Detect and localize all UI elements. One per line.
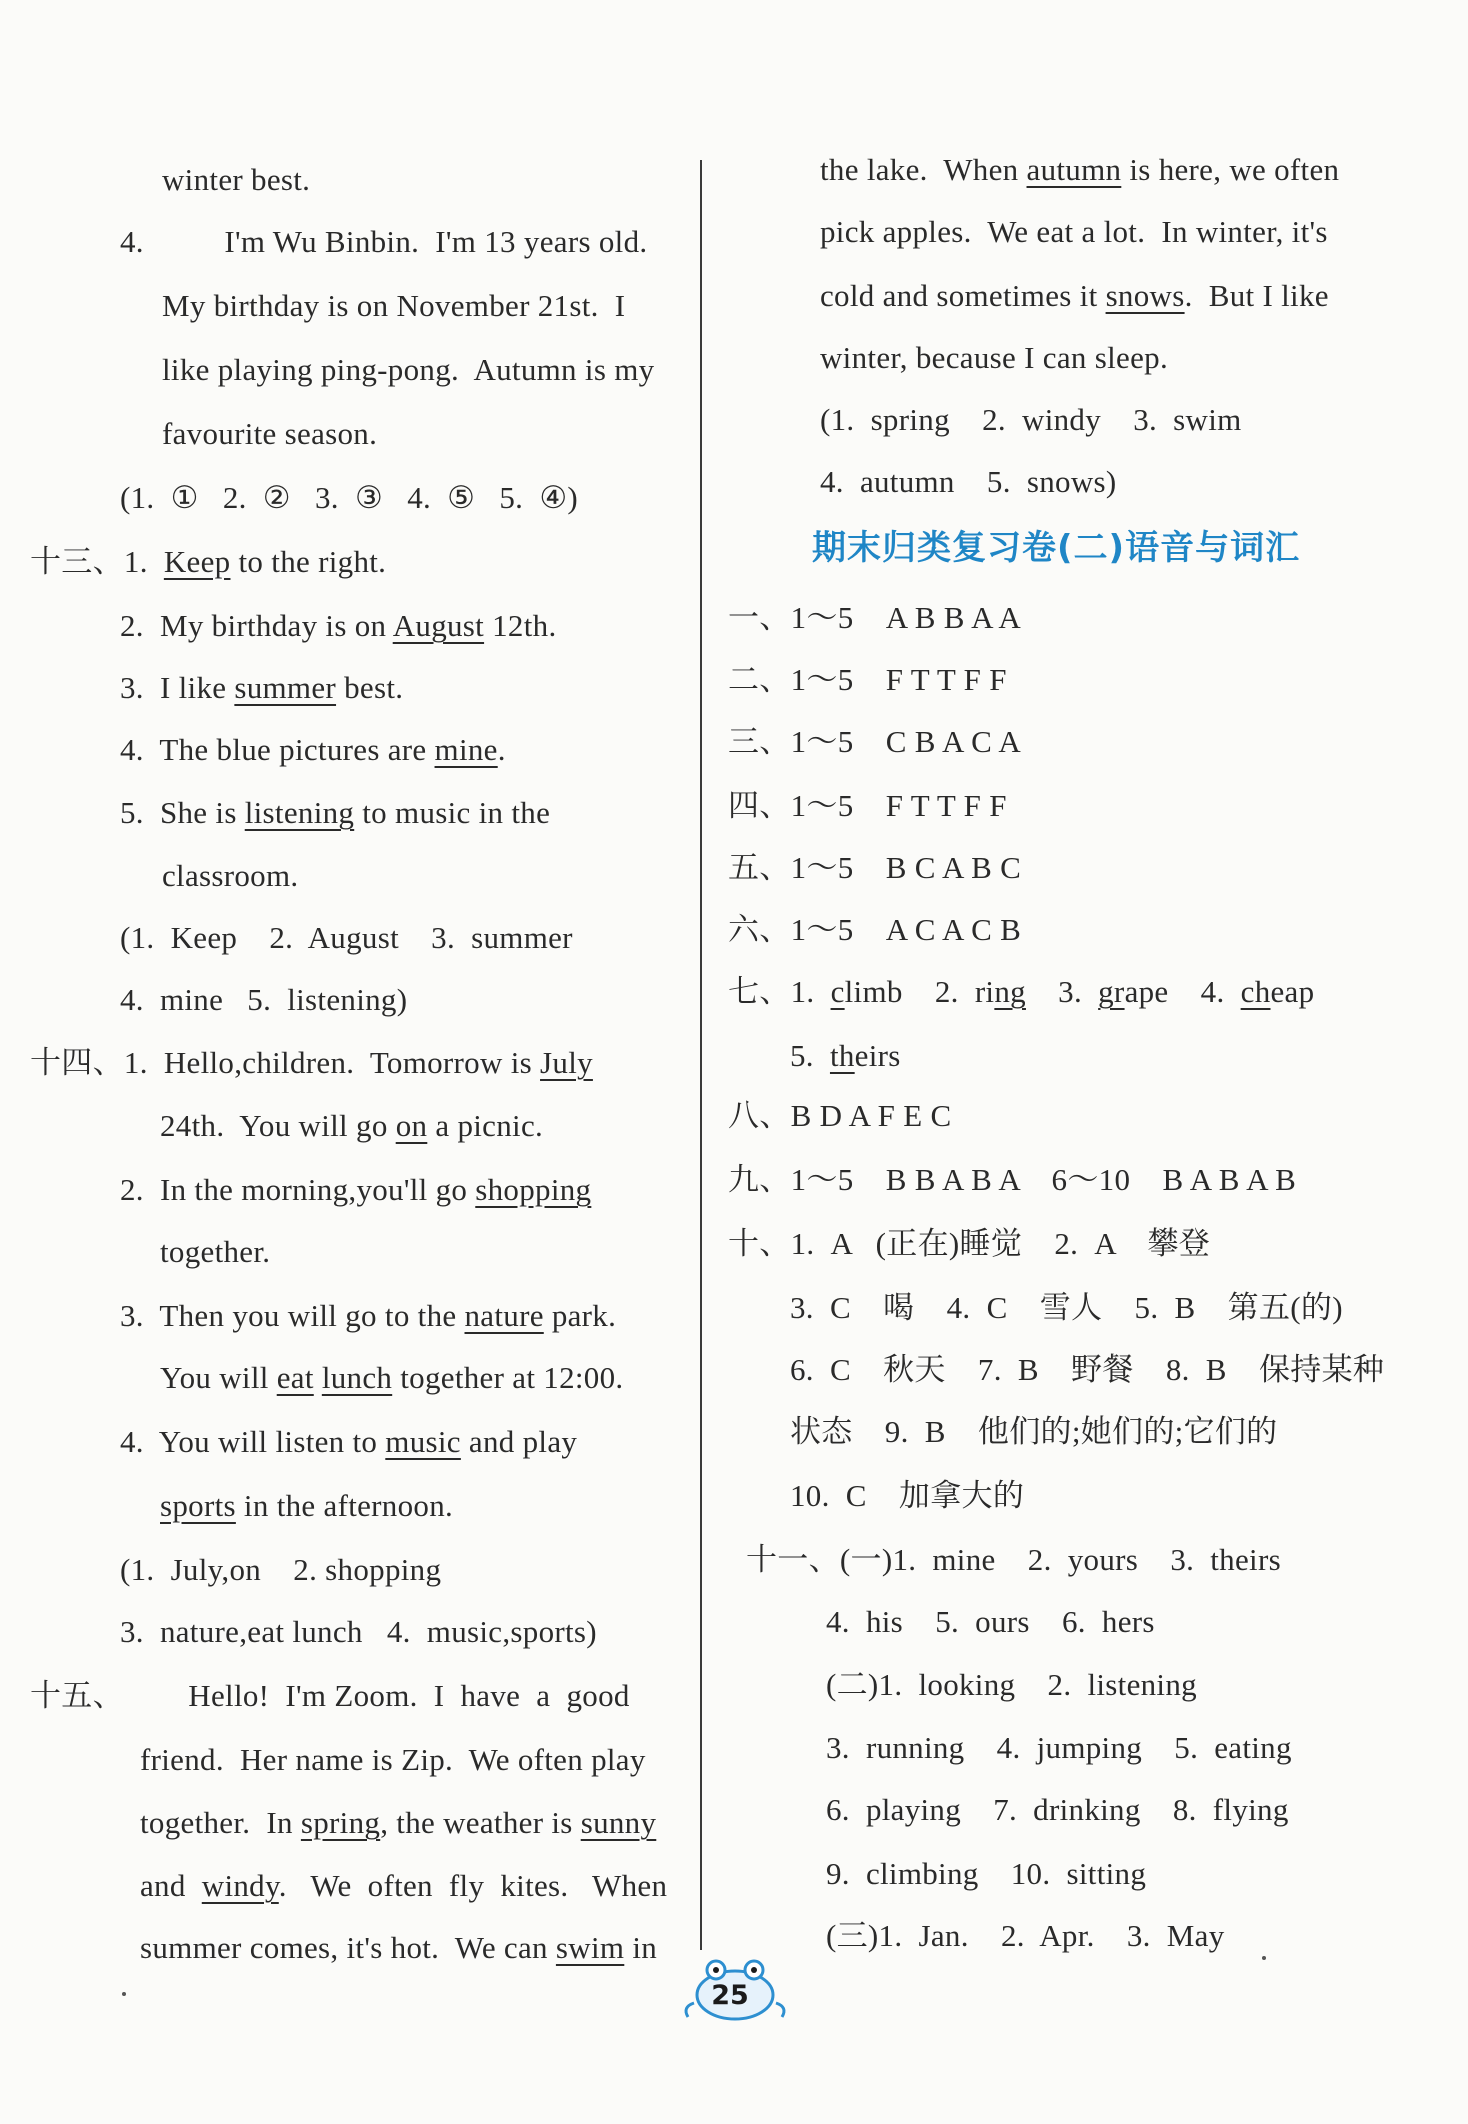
text-segment: 4. his 5. ours 6. hers — [826, 1604, 1155, 1639]
left-answer-line — [140, 1740, 646, 1780]
underlined-answer: on — [395, 1108, 428, 1143]
left-answer-line — [120, 1296, 616, 1336]
underlined-answer: summer — [234, 670, 337, 705]
text-segment: 6. playing 7. drinking 8. flying — [826, 1792, 1289, 1827]
right-answer-line — [826, 1602, 1155, 1642]
underlined-answer: th — [829, 1038, 855, 1073]
text-segment: 3. Then you will go to the — [120, 1298, 465, 1333]
text-segment: , the weather is — [380, 1805, 581, 1840]
left-answer-line — [160, 1486, 453, 1526]
text-segment: winter, because I can sleep. — [820, 340, 1168, 375]
text-segment: (1. Keep 2. August 3. summer — [120, 920, 573, 955]
right-answer-line — [790, 1288, 1343, 1328]
text-segment: the lake. When — [820, 152, 1027, 187]
text-segment: 十五、 Hello! I'm Zoom. I have a good — [30, 1678, 630, 1713]
text-segment: 3. nature,eat lunch 4. music,sports) — [120, 1614, 597, 1649]
text-segment: 10. C 加拿大的 — [790, 1478, 1025, 1513]
underlined-answer: windy — [201, 1868, 279, 1903]
underlined-answer: ch — [1240, 974, 1271, 1009]
text-segment: pick apples. We eat a lot. In winter, it's — [820, 214, 1328, 249]
underlined-answer: listening — [244, 795, 355, 830]
right-answer-line — [728, 598, 1021, 638]
underlined-answer: sports — [160, 1488, 236, 1523]
text-segment: (1. ① 2. ② 3. ③ 4. ⑤ 5. ④) — [120, 480, 579, 515]
underlined-answer: swim — [555, 1930, 625, 1965]
text-segment: to the right. — [230, 544, 387, 579]
underlined-answer: spring — [300, 1805, 381, 1840]
text-segment: to music in the — [354, 795, 551, 830]
text-segment: 5. — [790, 1038, 830, 1073]
underlined-answer: nature — [464, 1298, 544, 1333]
text-segment: like playing ping-pong. Autumn is my — [162, 352, 655, 387]
underlined-answer: mine — [434, 732, 498, 767]
section-title: 期末归类复习卷(二)语音与词汇 — [812, 528, 1301, 568]
left-answer-line — [120, 222, 647, 262]
left-answer-line — [30, 542, 386, 582]
text-segment: 24th. You will go — [160, 1108, 396, 1143]
text-segment: 三、1～5 C B A C A — [728, 724, 1022, 759]
underlined-answer: August — [392, 608, 485, 643]
text-segment: a picnic. — [427, 1108, 544, 1143]
text-segment: 4. You will listen to — [120, 1424, 386, 1459]
underlined-answer: sunny — [580, 1805, 657, 1840]
right-answer-line — [826, 1728, 1292, 1768]
underlined-answer: gr — [1098, 974, 1125, 1009]
right-answer-line — [746, 1540, 1281, 1580]
text-segment: friend. Her name is Zip. We often play — [140, 1742, 646, 1777]
right-answer-line — [728, 910, 1021, 950]
right-answer-line — [790, 1036, 901, 1076]
left-answer-line — [162, 414, 377, 454]
right-answer-line — [728, 660, 1007, 700]
text-segment: 二、1～5 F T T F F — [728, 662, 1007, 697]
text-segment: limb 2. ri — [844, 974, 995, 1009]
left-answer-line — [120, 980, 407, 1020]
right-answer-line — [728, 972, 1314, 1012]
left-answer-line — [140, 1928, 657, 1968]
left-answer-line — [140, 1866, 667, 1906]
right-answer-line — [820, 150, 1339, 190]
text-segment: eap — [1270, 974, 1315, 1009]
underlined-answer: lunch — [321, 1360, 393, 1395]
left-answer-line — [162, 350, 654, 390]
text-segment: (三)1. Jan. 2. Apr. 3. May — [826, 1918, 1225, 1953]
left-answer-line — [120, 1170, 591, 1210]
text-segment: together. — [160, 1234, 271, 1269]
text-segment: . We often fly kites. When — [278, 1868, 668, 1903]
left-answer-line — [120, 1612, 597, 1652]
underlined-answer: eat — [276, 1360, 314, 1395]
left-answer-line — [160, 1358, 623, 1398]
text-segment: 4. The blue pictures are — [120, 732, 435, 767]
right-answer-line — [728, 1096, 952, 1136]
left-answer-line — [120, 730, 506, 770]
text-segment: (二)1. looking 2. listening — [826, 1667, 1197, 1702]
left-answer-line — [120, 668, 403, 708]
underlined-answer: autumn — [1026, 152, 1122, 187]
text-segment: 3. C 喝 4. C 雪人 5. B 第五(的) — [790, 1290, 1343, 1325]
text-segment: summer comes, it's hot. We can — [140, 1930, 556, 1965]
text-segment: in the afternoon. — [235, 1488, 454, 1523]
text-segment: 12th. — [484, 608, 557, 643]
text-segment: 四、1～5 F T T F F — [728, 788, 1007, 823]
text-segment: 3. running 4. jumping 5. eating — [826, 1730, 1292, 1765]
right-answer-line — [826, 1665, 1197, 1705]
right-answer-line — [790, 1350, 1384, 1390]
underlined-answer: Keep — [163, 544, 231, 579]
column-divider — [700, 160, 702, 1950]
right-answer-line — [826, 1916, 1225, 1956]
text-segment: 4. I'm Wu Binbin. I'm 13 years old. — [120, 224, 648, 259]
text-segment: (1. July,on 2. shopping — [120, 1552, 442, 1587]
underlined-answer: ng — [994, 974, 1026, 1009]
text-segment: eirs — [854, 1038, 901, 1073]
text-segment: best. — [336, 670, 404, 705]
underlined-answer: snows — [1105, 278, 1185, 313]
left-answer-line — [120, 478, 578, 518]
text-segment: park. — [543, 1298, 617, 1333]
text-segment: You will — [160, 1360, 277, 1395]
left-answer-line — [30, 1676, 630, 1716]
left-answer-line — [140, 1803, 656, 1843]
right-answer-line — [728, 722, 1021, 762]
text-segment: together at 12:00. — [392, 1360, 624, 1395]
text-segment: ape 4. — [1124, 974, 1241, 1009]
underlined-answer: July — [540, 1045, 593, 1080]
right-answer-line — [820, 462, 1117, 502]
text-segment: 十一、(一)1. mine 2. yours 3. theirs — [746, 1542, 1281, 1577]
text-segment: cold and sometimes it — [820, 278, 1106, 313]
right-answer-line — [820, 400, 1242, 440]
text-segment: in — [624, 1930, 658, 1965]
text-segment: is here, we often — [1121, 152, 1340, 187]
text-segment: 4. mine 5. listening) — [120, 982, 408, 1017]
text-segment: 十三、1. — [30, 544, 164, 579]
text-segment: 八、B D A F E C — [728, 1098, 952, 1133]
text-segment: 七、1. — [728, 974, 831, 1009]
left-answer-line — [160, 1106, 543, 1146]
left-answer-line — [162, 286, 625, 326]
right-answer-line — [790, 1476, 1024, 1516]
right-answer-line — [728, 848, 1021, 888]
left-answer-line — [120, 918, 573, 958]
text-segment: favourite season. — [162, 416, 378, 451]
text-segment: winter best. — [162, 162, 311, 197]
right-answer-line — [728, 786, 1007, 826]
text-segment: . But I like — [1184, 278, 1329, 313]
page-number: 25 — [711, 1980, 749, 2011]
right-answer-line — [790, 1412, 1277, 1452]
left-answer-line — [162, 856, 298, 896]
left-answer-line — [30, 1043, 593, 1083]
left-answer-line — [162, 160, 310, 200]
left-answer-line — [120, 793, 550, 833]
text-segment: together. In — [140, 1805, 301, 1840]
underlined-answer: shopping — [475, 1172, 592, 1207]
text-segment: 五、1～5 B C A B C — [728, 850, 1022, 885]
page-mark-dot — [1262, 1956, 1266, 1960]
left-answer-line — [120, 1550, 441, 1590]
text-segment: classroom. — [162, 858, 299, 893]
text-segment: 十、1. A (正在)睡觉 2. A 攀登 — [728, 1226, 1211, 1261]
text-segment: . — [497, 732, 506, 767]
text-segment: 六、1～5 A C A C B — [728, 912, 1022, 947]
text-segment: My birthday is on November 21st. I — [162, 288, 626, 323]
text-segment: 九、1～5 B B A B A 6～10 B A B A B — [728, 1162, 1297, 1197]
text-segment: 3. — [1025, 974, 1099, 1009]
left-answer-line — [120, 606, 557, 646]
right-answer-line — [826, 1854, 1146, 1894]
text-segment: 4. autumn 5. snows) — [820, 464, 1117, 499]
text-segment: (1. spring 2. windy 3. swim — [820, 402, 1242, 437]
right-answer-line — [728, 1224, 1210, 1264]
text-segment: 2. In the morning,you'll go — [120, 1172, 476, 1207]
text-segment: 一、1～5 A B B A A — [728, 600, 1022, 635]
underlined-answer: music — [385, 1424, 461, 1459]
right-answer-line — [826, 1790, 1289, 1830]
right-answer-line — [820, 338, 1168, 378]
left-answer-line — [120, 1422, 577, 1462]
text-segment: 3. I like — [120, 670, 235, 705]
right-answer-line — [728, 1160, 1296, 1200]
underlined-answer: c — [830, 974, 845, 1009]
right-answer-line — [820, 212, 1328, 252]
right-answer-line — [820, 276, 1329, 316]
page-mark-dot — [122, 1992, 126, 1996]
text-segment: 十四、1. Hello,children. Tomorrow is — [30, 1045, 541, 1080]
text-segment: and play — [460, 1424, 578, 1459]
text-segment: 9. climbing 10. sitting — [826, 1856, 1147, 1891]
text-segment — [314, 1360, 322, 1395]
text-segment: 6. C 秋天 7. B 野餐 8. B 保持某种 — [790, 1352, 1385, 1387]
left-answer-line — [160, 1232, 270, 1272]
text-segment: 2. My birthday is on — [120, 608, 393, 643]
text-segment: 状态 9. B 他们的;她们的;它们的 — [790, 1414, 1278, 1449]
text-segment: and — [140, 1868, 202, 1903]
text-segment: 5. She is — [120, 795, 245, 830]
